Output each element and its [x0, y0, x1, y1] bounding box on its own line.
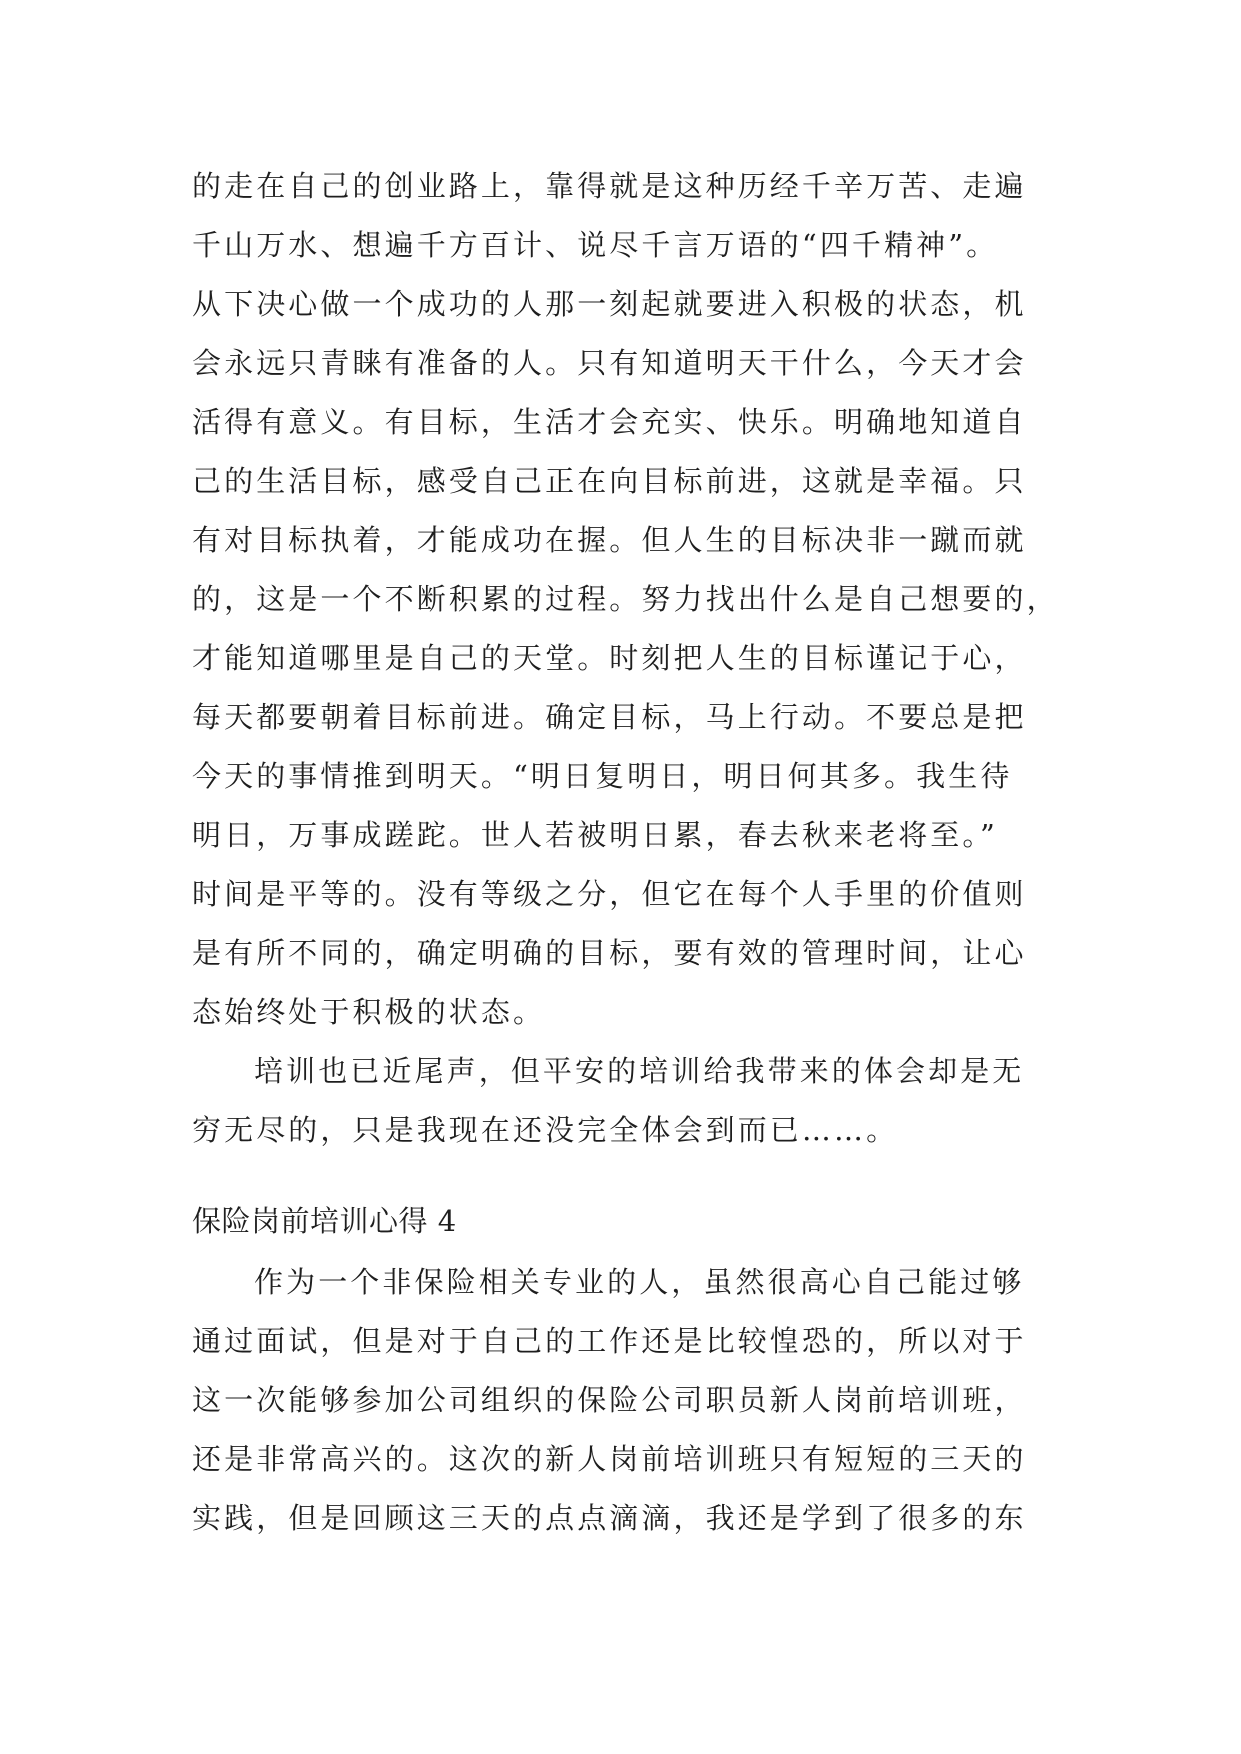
text-line: 通过面试，但是对于自己的工作还是比较惶恐的，所以对于 — [192, 1324, 1027, 1358]
text-line: 作为一个非保险相关专业的人，虽然很高心自己能过够 — [254, 1265, 1025, 1299]
paragraph-closing — [192, 1042, 1052, 1160]
text-line: 实践，但是回顾这三天的点点滴滴，我还是学到了很多的东 — [192, 1501, 1027, 1535]
text-line: 今天的事情推到明天。“明日复明日，明日何其多。我生待 — [192, 759, 1013, 793]
paragraph-section-4 — [192, 1253, 1052, 1548]
text-line: 千山万水、想遍千方百计、说尽千言万语的“四千精神”。 — [192, 228, 999, 262]
text-line: 己的生活目标，感受自己正在向目标前进，这就是幸福。只 — [192, 464, 1027, 498]
text-line: 明日，万事成蹉跎。世人若被明日累，春去秋来老将至。” — [192, 818, 998, 852]
text-line: 这一次能够参加公司组织的保险公司职员新人岗前培训班， — [192, 1383, 1027, 1417]
paragraph-continued — [192, 157, 1059, 1042]
text-line: 的，这是一个不断积累的过程。努力找出什么是自己想要的， — [192, 582, 1059, 616]
text-line: 态始终处于积极的状态。 — [192, 995, 546, 1029]
text-line: 还是非常高兴的。这次的新人岗前培训班只有短短的三天的 — [192, 1442, 1027, 1476]
text-line: 是有所不同的，确定明确的目标，要有效的管理时间，让心 — [192, 936, 1027, 970]
text-line: 从下决心做一个成功的人那一刻起就要进入积极的状态，机 — [192, 287, 1027, 321]
text-line: 培训也已近尾声，但平安的培训给我带来的体会却是无 — [254, 1054, 1025, 1088]
text-line: 的走在自己的创业路上，靠得就是这种历经千辛万苦、走遍 — [192, 169, 1027, 203]
section-heading: 保险岗前培训心得 4 — [192, 1204, 457, 1238]
text-line: 才能知道哪里是自己的天堂。时刻把人生的目标谨记于心， — [192, 641, 1027, 675]
text-line: 活得有意义。有目标，生活才会充实、快乐。明确地知道自 — [192, 405, 1027, 439]
text-line: 会永远只青睐有准备的人。只有知道明天干什么，今天才会 — [192, 346, 1027, 380]
text-line: 穷无尽的，只是我现在还没完全体会到而已……。 — [192, 1113, 899, 1147]
text-line: 每天都要朝着目标前进。确定目标，马上行动。不要总是把 — [192, 700, 1027, 734]
text-line: 时间是平等的。没有等级之分，但它在每个人手里的价值则 — [192, 877, 1027, 911]
text-line: 有对目标执着，才能成功在握。但人生的目标决非一蹴而就 — [192, 523, 1027, 557]
